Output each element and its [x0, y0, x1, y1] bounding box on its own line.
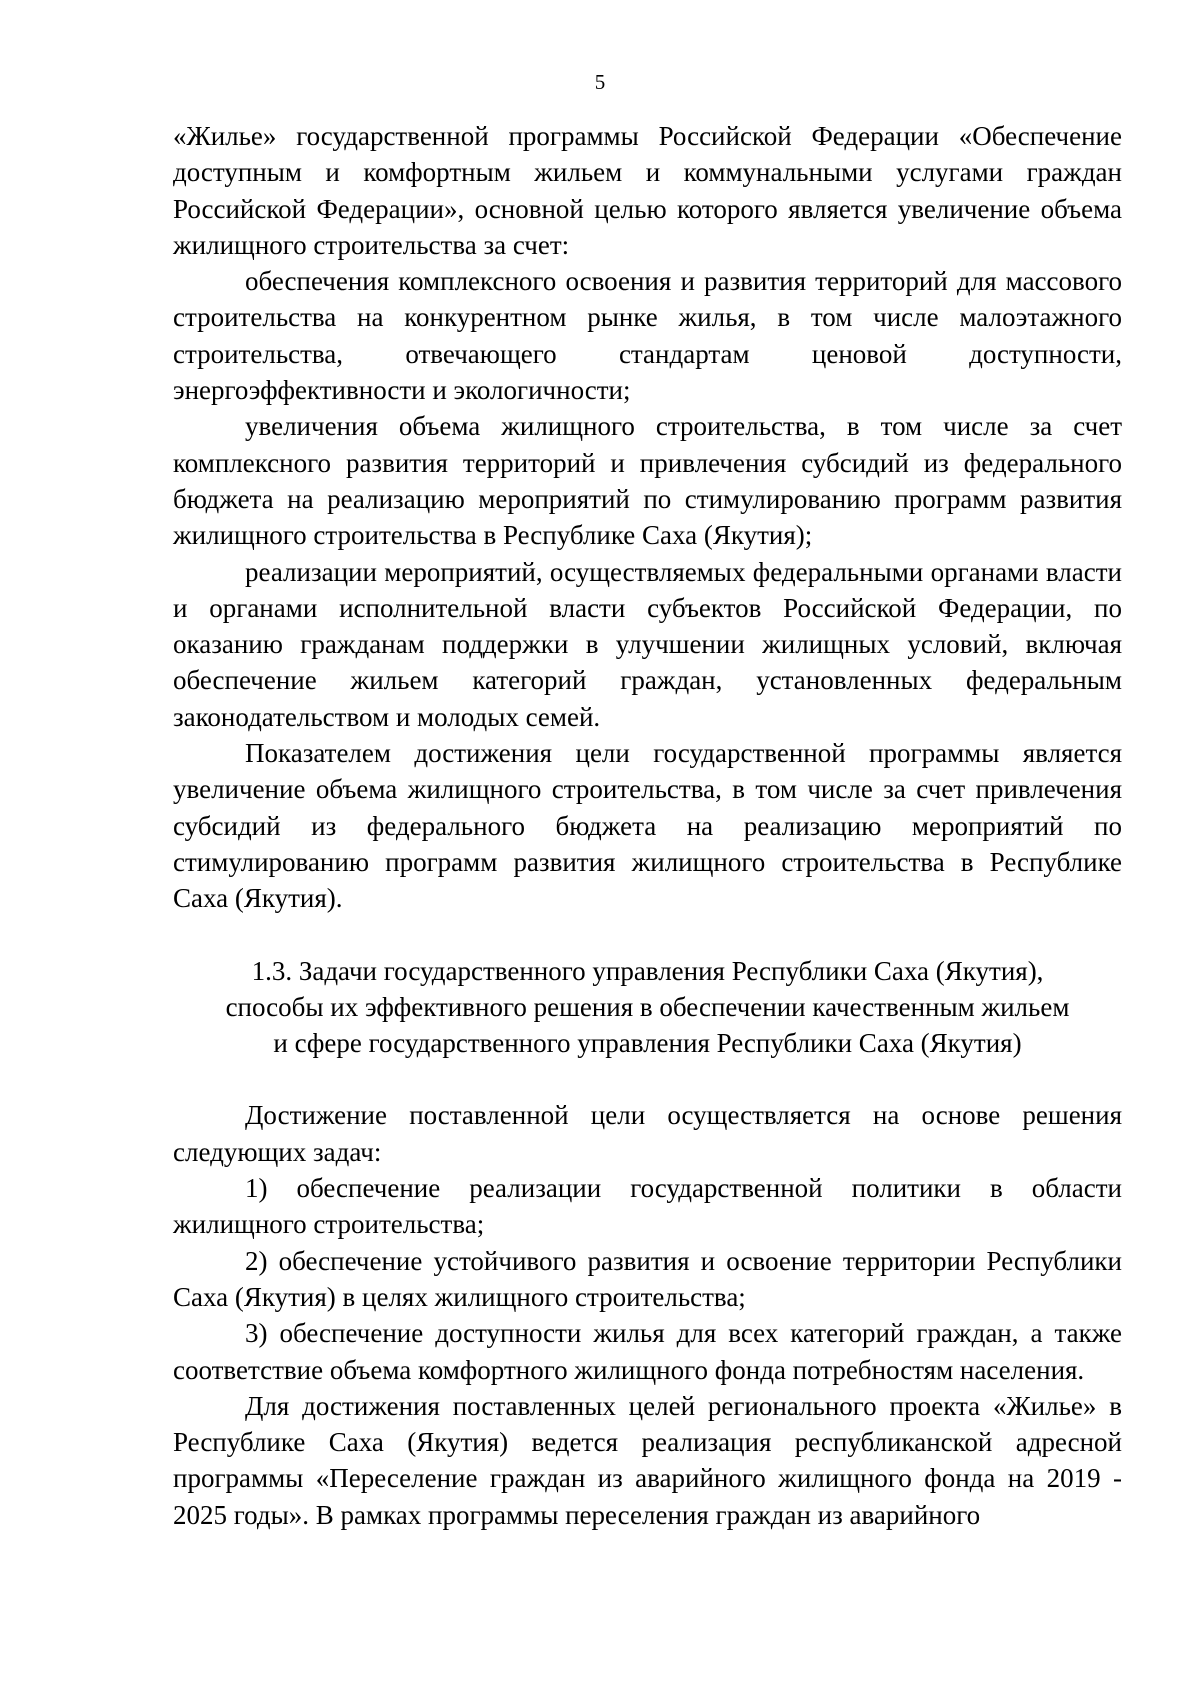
document-body [173, 118, 1122, 1533]
page-number: 5 [594, 70, 606, 94]
section-heading-line: способы их эффективного решения в обеспечении качественным жильем [225, 991, 1070, 1022]
task-item: 1) обеспечение реализации государственной политики в области жилищного строительства; [173, 1173, 1122, 1240]
paragraph-tasks-intro: Достижение поставленной цели осуществляется на основе решения следующих задач: [173, 1100, 1122, 1167]
section-heading-line: 1.3. Задачи государственного управления Республики Саха (Якутия), [251, 955, 1044, 986]
paragraph-continuation: «Жилье» государственной программы Российской Федерации «Обеспечение доступным и комфортным жильем и коммунальными услугами граждан Российской Федерации», основной целью которого является увеличение объема жилищного строительства за счет: [173, 121, 1122, 260]
paragraph-item: обеспечения комплексного освоения и развития территорий для массового строительства на конкурентном рынке жилья, в том числе малоэтажного строительства, отвечающего стандартам ценовой доступности, энергоэффективности и экологичности; [173, 266, 1122, 406]
section-heading-line: и сфере государственного управления Республики Саха (Якутия) [273, 1028, 1022, 1059]
section-heading [173, 953, 1122, 1062]
paragraph-item: увеличения объема жилищного строительства, в том числе за счет комплексного развития территорий и привлечения субсидий из федерального бюджета на реализацию мероприятий по стимулированию программ развития жилищного строительства в Республике Саха (Якутия); [173, 411, 1122, 551]
task-item: 3) обеспечение доступности жилья для всех категорий граждан, а также соответствие объема комфортного жилищного фонда потребностям населения. [173, 1318, 1122, 1385]
heading-spacer [173, 1061, 1122, 1097]
paragraph-item: реализации мероприятий, осуществляемых федеральными органами власти и органами исполнительной власти субъектов Российской Федерации, по оказанию гражданам поддержки в улучшении жилищных условий, включая обеспечение жильем категорий граждан, установленных федеральным законодательством и молодых семей. [173, 556, 1122, 732]
task-item: 2) обеспечение устойчивого развития и освоение территории Республики Саха (Якутия) в целях жилищного строительства; [173, 1245, 1122, 1312]
paragraph-indicator: Показателем достижения цели государственной программы является увеличение объема жилищного строительства, в том числе за счет привлечения субсидий из федерального бюджета на реализацию мероприятий по стимулированию программ развития жилищного строительства в Республике Саха (Якутия). [173, 738, 1122, 914]
paragraph-program: Для достижения поставленных целей регионального проекта «Жилье» в Республике Саха (Якутия) ведется реализация республиканской адресной программы «Переселение граждан из аварийного жилищного фонда на 2019 - 2025 годы». В рамках программы переселения граждан из аварийного [173, 1390, 1122, 1530]
